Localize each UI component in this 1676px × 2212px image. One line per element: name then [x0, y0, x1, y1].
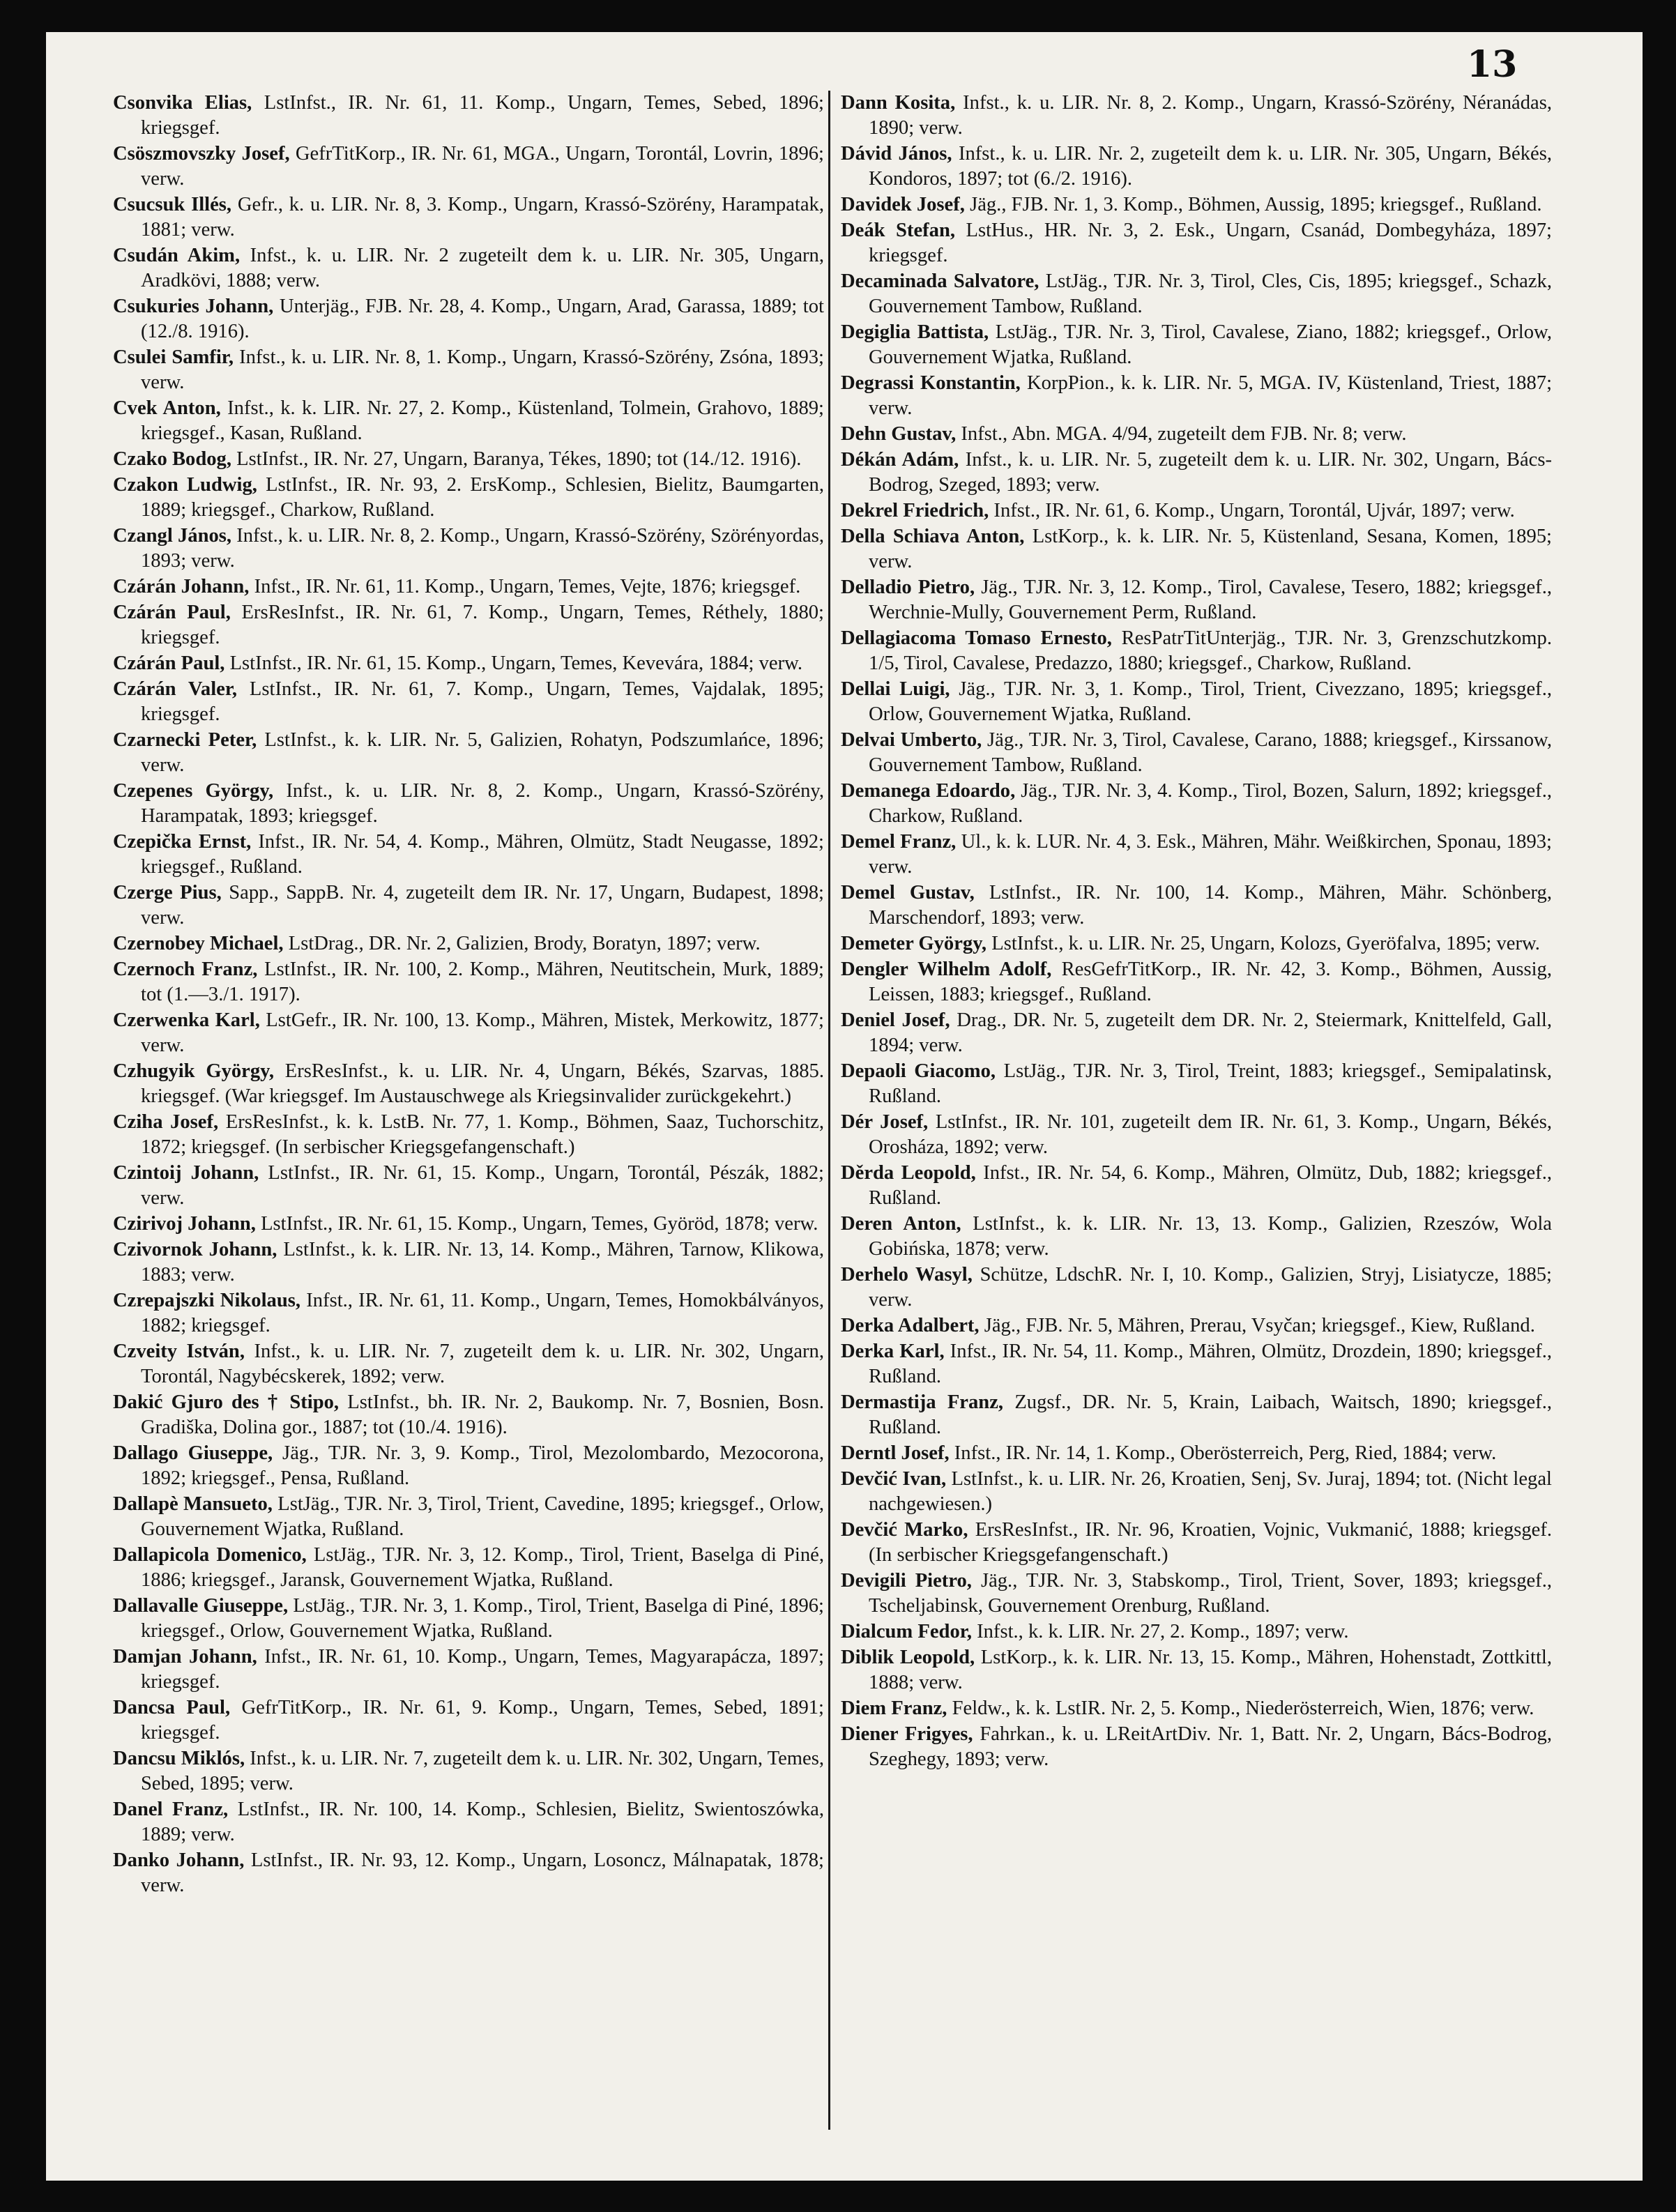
- entry-name: Danel Franz,: [113, 1799, 229, 1820]
- entry-name: Děrda Leopold,: [841, 1162, 976, 1184]
- register-entry: [113, 1110, 824, 1160]
- register-entry: [113, 192, 824, 243]
- entry-name: Davidek Josef,: [841, 194, 965, 215]
- entry-name: Deák Stefan,: [841, 220, 955, 241]
- register-entry: [841, 192, 1552, 218]
- entry-details: LstKorp., k. k. LIR. Nr. 5, Küstenland, Sesana, Komen, 1895; verw.: [869, 526, 1552, 572]
- entry-details: LstGefr., IR. Nr. 100, 13. Komp., Mähren, Mistek, Merkowitz, 1877; verw.: [141, 1009, 824, 1056]
- page-number: 13: [1467, 43, 1518, 86]
- register-entry: [113, 1059, 824, 1109]
- entry-name: Dermastija Franz,: [841, 1391, 1004, 1413]
- entry-name: Depaoli Giacomo,: [841, 1060, 996, 1082]
- entry-name: Czveity István,: [113, 1341, 245, 1362]
- register-entry: [841, 728, 1552, 778]
- entry-name: Della Schiava Anton,: [841, 526, 1025, 547]
- entry-name: Csudán Akim,: [113, 245, 241, 266]
- entry-name: Delvai Umberto,: [841, 729, 982, 751]
- register-entry: [113, 91, 824, 141]
- register-entry: [113, 473, 824, 523]
- register-entry: [841, 1161, 1552, 1211]
- entry-name: Diem Franz,: [841, 1698, 947, 1719]
- entry-name: Dellagiacoma Tomaso Ernesto,: [841, 627, 1112, 649]
- entry-name: Czako Bodog,: [113, 448, 231, 470]
- register-entry: [841, 1722, 1552, 1772]
- entry-details: Jäg., TJR. Nr. 3, 1. Komp., Tirol, Trient, Civezzano, 1895; kriegsgef., Orlow, Gouvernement Wjatka, Rußland.: [869, 678, 1552, 725]
- entry-name: Dallapè Mansueto,: [113, 1493, 273, 1515]
- entry-name: Devčić Ivan,: [841, 1468, 947, 1490]
- register-entry: [113, 1008, 824, 1058]
- entry-details: Jäg., FJB. Nr. 1, 3. Komp., Böhmen, Aussig, 1895; kriegsgef., Rußland.: [964, 194, 1542, 215]
- entry-name: Dallapicola Domenico,: [113, 1544, 307, 1566]
- register-entry: [841, 1059, 1552, 1109]
- entry-details: LstInfst., IR. Nr. 61, 7. Komp., Ungarn, Temes, Vajdalak, 1895; kriegsgef.: [141, 678, 824, 725]
- entry-name: Czivornok Johann,: [113, 1239, 277, 1260]
- entry-name: Damjan Johann,: [113, 1646, 257, 1668]
- register-entry: [841, 371, 1552, 421]
- entry-name: Czernoch Franz,: [113, 959, 258, 980]
- entry-details: LstInfst., IR. Nr. 101, zugeteilt dem IR. Nr. 61, 3. Komp., Ungarn, Békés, Orosháza, 1892; verw.: [869, 1111, 1552, 1158]
- entry-name: Diblik Leopold,: [841, 1647, 975, 1668]
- register-entry: [841, 1467, 1552, 1517]
- entry-name: Czárán Paul,: [113, 653, 225, 674]
- entry-name: Csulei Samfir,: [113, 346, 234, 368]
- entry-name: Czepička Ernst,: [113, 831, 252, 853]
- register-entry: [841, 1569, 1552, 1619]
- entry-details: LstInfst., IR. Nr. 93, 2. ErsKomp., Schlesien, Bielitz, Baumgarten, 1889; kriegsgef., Charkow, Rußland.: [141, 474, 824, 521]
- entry-name: Czárán Paul,: [113, 602, 231, 623]
- register-entry: [113, 142, 824, 192]
- entry-details: GefrTitKorp., IR. Nr. 61, MGA., Ungarn, Torontál, Lovrin, 1896; verw.: [141, 143, 824, 190]
- entry-details: LstJäg., TJR. Nr. 3, Tirol, Cavalese, Ziano, 1882; kriegsgef., Orlow, Gouvernement Wjatka, Rußland.: [869, 321, 1552, 368]
- entry-details: Feldw., k. k. LstIR. Nr. 2, 5. Komp., Niederösterreich, Wien, 1876; verw.: [947, 1698, 1534, 1719]
- entry-name: Czhugyik György,: [113, 1060, 275, 1082]
- entry-details: Infst., IR. Nr. 61, 6. Komp., Ungarn, Torontál, Ujvár, 1897; verw.: [989, 500, 1515, 521]
- entry-name: Dancsu Miklós,: [113, 1748, 245, 1769]
- register-entry: [113, 1492, 824, 1542]
- entry-details: ResGefrTitKorp., IR. Nr. 42, 3. Komp., Böhmen, Aussig, Leissen, 1883; kriegsgef., Rußland.: [869, 959, 1552, 1005]
- register-entry: [841, 779, 1552, 829]
- entry-name: Deniel Josef,: [841, 1009, 950, 1031]
- register-entry: [841, 1390, 1552, 1440]
- entry-details: LstKorp., k. k. LIR. Nr. 13, 15. Komp., Mähren, Hohenstadt, Zottkittl, 1888; verw.: [869, 1647, 1552, 1693]
- register-entry: [841, 1441, 1552, 1466]
- register-entry: [113, 1797, 824, 1847]
- register-entry: [841, 575, 1552, 625]
- register-entry: [113, 600, 824, 650]
- entry-details: Jäg., FJB. Nr. 5, Mähren, Prerau, Vsyčan; kriegsgef., Kiew, Rußland.: [979, 1315, 1535, 1336]
- entry-details: Drag., DR. Nr. 5, zugeteilt dem DR. Nr. 2, Steiermark, Knittelfeld, Gall, 1894; verw.: [869, 1009, 1552, 1056]
- entry-name: Dehn Gustav,: [841, 423, 957, 445]
- entry-name: Dér Josef,: [841, 1111, 929, 1133]
- entry-name: Czangl János,: [113, 525, 232, 547]
- register-entry: [841, 1263, 1552, 1313]
- entry-name: Dekrel Friedrich,: [841, 500, 989, 521]
- register-entry: [113, 294, 824, 344]
- entry-name: Czerwenka Karl,: [113, 1009, 260, 1031]
- entry-details: Schütze, LdschR. Nr. I, 10. Komp., Galizien, Stryj, Lisiatycze, 1885; verw.: [869, 1264, 1552, 1311]
- entry-name: Derka Adalbert,: [841, 1315, 980, 1336]
- entry-details: Infst., IR. Nr. 61, 11. Komp., Ungarn, Temes, Homokbálványos, 1882; kriegsgef.: [141, 1290, 824, 1336]
- entry-name: Danko Johann,: [113, 1849, 245, 1871]
- entry-name: Dann Kosita,: [841, 92, 956, 114]
- entry-details: LstJäg., TJR. Nr. 3, Tirol, Cles, Cis, 1895; kriegsgef., Schazk, Gouvernement Tambow, Rußland.: [869, 270, 1552, 317]
- register-entry: [113, 574, 824, 600]
- entry-name: Dávid János,: [841, 143, 952, 165]
- entry-details: Jäg., TJR. Nr. 3, Stabskomp., Tirol, Trient, Sover, 1893; kriegsgef., Tscheljabinsk, Gouvernement Orenburg, Rußland.: [869, 1570, 1552, 1617]
- entry-details: Infst., IR. Nr. 54, 4. Komp., Mähren, Olmütz, Stadt Neugasse, 1892; kriegsgef., Rußland.: [141, 831, 824, 878]
- left-column: [113, 91, 824, 2126]
- entry-name: Cvek Anton,: [113, 397, 221, 419]
- entry-details: Infst., k. u. LIR. Nr. 2 zugeteilt dem k. u. LIR. Nr. 305, Ungarn, Aradkövi, 1888; verw.: [141, 245, 824, 291]
- entry-details: ErsResInfst., IR. Nr. 61, 7. Komp., Ungarn, Temes, Réthely, 1880; kriegsgef.: [141, 602, 824, 648]
- register-entry: [113, 1441, 824, 1491]
- entry-details: LstJäg., TJR. Nr. 3, 1. Komp., Tirol, Trient, Baselga di Piné, 1896; kriegsgef., Orlow, Gouvernement Wjatka, Rußland.: [141, 1595, 824, 1642]
- register-entry: [113, 345, 824, 395]
- entry-details: LstHus., HR. Nr. 3, 2. Esk., Ungarn, Csanád, Dombegyháza, 1897; kriegsgef.: [869, 220, 1552, 266]
- register-entry: [113, 524, 824, 574]
- entry-name: Demanega Edoardo,: [841, 780, 1016, 802]
- entry-details: LstInfst., IR. Nr. 61, 15. Komp., Ungarn, Temes, Kevevára, 1884; verw.: [224, 653, 803, 674]
- entry-details: Infst., IR. Nr. 61, 11. Komp., Ungarn, Temes, Vejte, 1876; kriegsgef.: [249, 576, 801, 597]
- entry-name: Delladio Pietro,: [841, 577, 975, 598]
- register-entry: [113, 243, 824, 293]
- register-entry: [113, 1161, 824, 1211]
- register-entry: [841, 931, 1552, 956]
- register-entry: [841, 880, 1552, 931]
- register-entry: [113, 1848, 824, 1898]
- register-entry: [113, 1594, 824, 1644]
- entry-details: LstDrag., DR. Nr. 2, Galizien, Brody, Boratyn, 1897; verw.: [283, 933, 761, 954]
- entry-details: LstInfst., IR. Nr. 93, 12. Komp., Ungarn, Losoncz, Málnapatak, 1878; verw.: [141, 1849, 824, 1896]
- register-entry: [113, 677, 824, 727]
- entry-details: ErsResInfst., IR. Nr. 96, Kroatien, Vojnic, Vukmanić, 1888; kriegsgef. (In serbischer Kriegsgefangenschaft.): [869, 1519, 1552, 1566]
- entry-name: Dallavalle Giuseppe,: [113, 1595, 289, 1617]
- entry-name: Czirivoj Johann,: [113, 1213, 256, 1235]
- register-entry: [113, 1645, 824, 1695]
- register-entry: [841, 677, 1552, 727]
- entry-details: LstInfst., bh. IR. Nr. 2, Baukomp. Nr. 7, Bosnien, Bosn. Gradiška, Dolina gor., 1887; tot (10./4. 1916).: [141, 1391, 824, 1438]
- entry-name: Cziha Josef,: [113, 1111, 219, 1133]
- register-entry: [841, 91, 1552, 141]
- register-entry: [113, 1339, 824, 1389]
- entry-name: Csöszmovszky Josef,: [113, 143, 290, 165]
- entry-details: Gefr., k. u. LIR. Nr. 8, 3. Komp., Ungarn, Krassó-Szörény, Harampatak, 1881; verw.: [141, 194, 824, 241]
- register-entry: [113, 1746, 824, 1797]
- entry-details: Sapp., SappB. Nr. 4, zugeteilt dem IR. Nr. 17, Ungarn, Budapest, 1898; verw.: [141, 882, 824, 929]
- entry-details: LstInfst., IR. Nr. 100, 2. Komp., Mähren, Neutitschein, Murk, 1889; tot (1.—3./1. 1917).: [141, 959, 824, 1005]
- entry-name: Czárán Johann,: [113, 576, 250, 597]
- entry-name: Czarnecki Peter,: [113, 729, 257, 751]
- entry-name: Dancsa Paul,: [113, 1697, 231, 1718]
- entry-name: Dakić Gjuro des † Stipo,: [113, 1391, 340, 1413]
- entry-name: Csonvika Elias,: [113, 92, 252, 114]
- entry-details: Infst., k. u. LIR. Nr. 7, zugeteilt dem k. u. LIR. Nr. 302, Ungarn, Torontál, Nagybécskerek, 1892; verw.: [141, 1341, 824, 1387]
- register-entry: [113, 1695, 824, 1746]
- entry-details: Infst., IR. Nr. 54, 11. Komp., Mähren, Olmütz, Drozdein, 1890; kriegsgef., Rußland.: [869, 1341, 1552, 1387]
- entry-details: Infst., k. k. LIR. Nr. 27, 2. Komp., Küstenland, Tolmein, Grahovo, 1889; kriegsgef., Kasan, Rußland.: [141, 397, 824, 444]
- entry-details: LstInfst., IR. Nr. 61, 15. Komp., Ungarn, Torontál, Pészák, 1882; verw.: [141, 1162, 824, 1209]
- entry-name: Dallago Giuseppe,: [113, 1442, 273, 1464]
- entry-details: Fahrkan., k. u. LReitArtDiv. Nr. 1, Batt. Nr. 2, Ungarn, Bács-Bodrog, Szeghegy, 1893; verw.: [869, 1723, 1552, 1770]
- entry-details: Infst., k. u. LIR. Nr. 2, zugeteilt dem k. u. LIR. Nr. 305, Ungarn, Békés, Kondoros, 1897; tot (6./2. 1916).: [869, 143, 1552, 190]
- entry-details: LstInfst., k. k. LIR. Nr. 13, 14. Komp., Mähren, Tarnow, Klikowa, 1883; verw.: [141, 1239, 824, 1286]
- entry-details: ErsResInfst., k. k. LstB. Nr. 77, 1. Komp., Böhmen, Saaz, Tuchorschitz, 1872; kriegsgef. (In serbischer Kriegsgefangenschaft.): [141, 1111, 824, 1158]
- register-entry: [113, 931, 824, 956]
- entry-name: Czrepajszki Nikolaus,: [113, 1290, 301, 1311]
- register-entry: [841, 320, 1552, 370]
- register-entry: [841, 830, 1552, 880]
- register-entry: [113, 957, 824, 1007]
- entry-name: Devčić Marko,: [841, 1519, 968, 1541]
- entry-details: Infst., k. u. LIR. Nr. 8, 2. Komp., Ungarn, Krassó-Szörény, Néranádas, 1890; verw.: [869, 92, 1552, 139]
- register-entry: [113, 1543, 824, 1593]
- register-entry: [841, 1518, 1552, 1568]
- register-entry: [113, 1390, 824, 1440]
- entry-name: Derntl Josef,: [841, 1442, 950, 1464]
- register-entry: [841, 218, 1552, 268]
- register-entry: [841, 1339, 1552, 1389]
- register-entry: [841, 142, 1552, 192]
- register-entry: [113, 651, 824, 676]
- entry-details: LstJäg., TJR. Nr. 3, 12. Komp., Tirol, Trient, Baselga di Piné, 1886; kriegsgef., Jaransk, Gouvernement Wjatka, Rußland.: [141, 1544, 824, 1591]
- entry-details: LstInfst., k. u. LIR. Nr. 25, Ungarn, Kolozs, Gyeröfalva, 1895; verw.: [986, 933, 1540, 954]
- entry-name: Demel Franz,: [841, 831, 957, 853]
- entry-details: Infst., IR. Nr. 61, 10. Komp., Ungarn, Temes, Magyarapácza, 1897; kriegsgef.: [141, 1646, 824, 1693]
- register-entry: [113, 447, 824, 472]
- entry-name: Czernobey Michael,: [113, 933, 284, 954]
- register-entry: [841, 524, 1552, 574]
- entry-details: Infst., IR. Nr. 54, 6. Komp., Mähren, Olmütz, Dub, 1882; kriegsgef., Rußland.: [869, 1162, 1552, 1209]
- entry-details: LstInfst., IR. Nr. 61, 15. Komp., Ungarn, Temes, Györöd, 1878; verw.: [255, 1213, 818, 1235]
- register-entry: [113, 1237, 824, 1288]
- entry-details: Infst., Abn. MGA. 4/94, zugeteilt dem FJB. Nr. 8; verw.: [956, 423, 1407, 445]
- entry-details: Infst., k. u. LIR. Nr. 7, zugeteilt dem k. u. LIR. Nr. 302, Ungarn, Temes, Sebed, 1895; verw.: [141, 1748, 824, 1794]
- entry-name: Dengler Wilhelm Adolf,: [841, 959, 1052, 980]
- entry-details: LstInfst., k. k. LIR. Nr. 13, 13. Komp., Galizien, Rzeszów, Wola Gobińska, 1878; verw.: [869, 1213, 1552, 1260]
- register-entry: [113, 396, 824, 446]
- entry-details: LstInfst., k. k. LIR. Nr. 5, Galizien, Rohatyn, Podszumlańce, 1896; verw.: [141, 729, 824, 776]
- entry-name: Czintoij Johann,: [113, 1162, 259, 1184]
- right-column: [841, 91, 1552, 2126]
- register-entry: [841, 1008, 1552, 1058]
- register-entry: [841, 269, 1552, 319]
- entry-name: Czakon Ludwig,: [113, 474, 257, 496]
- entry-details: KorpPion., k. k. LIR. Nr. 5, MGA. IV, Küstenland, Triest, 1887; verw.: [869, 372, 1552, 419]
- entry-details: ErsResInfst., k. u. LIR. Nr. 4, Ungarn, Békés, Szarvas, 1885. kriegsgef. (War kriegsgef. Im Austauschwege als Kriegsinvalider zurückgekehrt.): [141, 1060, 824, 1107]
- entry-name: Derhelo Wasyl,: [841, 1264, 973, 1286]
- register-entry: [841, 1212, 1552, 1262]
- entry-name: Devigili Pietro,: [841, 1570, 972, 1592]
- entry-name: Dialcum Fedor,: [841, 1621, 972, 1642]
- register-entry: [841, 1619, 1552, 1645]
- entry-details: Jäg., TJR. Nr. 3, Tirol, Cavalese, Carano, 1888; kriegsgef., Kirssanow, Gouvernement Tambow, Rußland.: [869, 729, 1552, 776]
- entry-details: LstInfst., IR. Nr. 61, 11. Komp., Ungarn, Temes, Sebed, 1896; kriegsgef.: [141, 92, 824, 139]
- entry-details: ResPatrTitUnterjäg., TJR. Nr. 3, Grenzschutzkomp. 1/5, Tirol, Cavalese, Predazzo, 1880; kriegsgef., Charkow, Rußland.: [869, 627, 1552, 674]
- register-entry: [113, 1288, 824, 1338]
- entry-details: LstJäg., TJR. Nr. 3, Tirol, Treint, 1883; kriegsgef., Semipalatinsk, Rußland.: [869, 1060, 1552, 1107]
- register-entry: [841, 957, 1552, 1007]
- entry-name: Demel Gustav,: [841, 882, 975, 903]
- entry-name: Degrassi Konstantin,: [841, 372, 1021, 394]
- register-entry: [113, 1212, 824, 1237]
- entry-name: Dékán Adám,: [841, 449, 959, 471]
- register-entry: [841, 498, 1552, 524]
- entry-name: Csucsuk Illés,: [113, 194, 232, 215]
- entry-details: LstInfst., IR. Nr. 27, Ungarn, Baranya, Tékes, 1890; tot (14./12. 1916).: [231, 448, 802, 470]
- entry-details: LstJäg., TJR. Nr. 3, Tirol, Trient, Cavedine, 1895; kriegsgef., Orlow, Gouvernement Wjatka, Rußland.: [141, 1493, 824, 1540]
- entry-details: Infst., k. u. LIR. Nr. 8, 2. Komp., Ungarn, Krassó-Szörény, Harampatak, 1893; kriegsgef.: [141, 780, 824, 827]
- entry-details: Jäg., TJR. Nr. 3, 9. Komp., Tirol, Mezolombardo, Mezocorona, 1892; kriegsgef., Pensa, Rußland.: [141, 1442, 824, 1489]
- register-entry: [113, 830, 824, 880]
- entry-name: Czerge Pius,: [113, 882, 222, 903]
- register-entry: [841, 1645, 1552, 1695]
- register-entry: [841, 1696, 1552, 1721]
- register-entry: [113, 779, 824, 829]
- register-entry: [841, 626, 1552, 676]
- entry-name: Csukuries Johann,: [113, 296, 274, 317]
- register-entry: [841, 1313, 1552, 1338]
- entry-details: LstInfst., k. u. LIR. Nr. 26, Kroatien, Senj, Sv. Juraj, 1894; tot. (Nicht legal nachgewiesen.): [869, 1468, 1552, 1515]
- entry-details: Unterjäg., FJB. Nr. 28, 4. Komp., Ungarn, Arad, Garassa, 1889; tot (12./8. 1916).: [141, 296, 824, 342]
- entry-name: Decaminada Salvatore,: [841, 270, 1039, 292]
- entry-details: Infst., k. u. LIR. Nr. 8, 2. Komp., Ungarn, Krassó-Szörény, Szörényordas, 1893; verw.: [141, 525, 824, 572]
- register-entry: [113, 728, 824, 778]
- entry-name: Dellai Luigi,: [841, 678, 950, 700]
- entry-name: Czepenes György,: [113, 780, 274, 802]
- entry-details: Zugsf., DR. Nr. 5, Krain, Laibach, Waitsch, 1890; kriegsgef., Rußland.: [869, 1391, 1552, 1438]
- entry-details: Jäg., TJR. Nr. 3, 4. Komp., Tirol, Bozen, Salurn, 1892; kriegsgef., Charkow, Rußland.: [869, 780, 1552, 827]
- entry-name: Diener Frigyes,: [841, 1723, 973, 1745]
- entry-name: Czárán Valer,: [113, 678, 238, 700]
- entry-name: Degiglia Battista,: [841, 321, 989, 343]
- entry-name: Derka Karl,: [841, 1341, 945, 1362]
- register-entry: [113, 880, 824, 931]
- entry-name: Demeter György,: [841, 933, 987, 954]
- entry-details: Infst., k. k. LIR. Nr. 27, 2. Komp., 1897; verw.: [971, 1621, 1349, 1642]
- entry-details: Infst., k. u. LIR. Nr. 5, zugeteilt dem k. u. LIR. Nr. 302, Ungarn, Bács-Bodrog, Szeged, 1893; verw.: [869, 449, 1552, 496]
- register-entry: [841, 1110, 1552, 1160]
- column-divider: [828, 91, 830, 2130]
- entry-details: LstInfst., IR. Nr. 100, 14. Komp., Mähren, Mähr. Schönberg, Marschendorf, 1893; verw.: [869, 882, 1552, 929]
- entry-name: Deren Anton,: [841, 1213, 961, 1235]
- entry-details: Ul., k. k. LUR. Nr. 4, 3. Esk., Mähren, Mähr. Weißkirchen, Sponau, 1893; verw.: [869, 831, 1552, 878]
- register-entry: [841, 448, 1552, 498]
- register-entry: [841, 422, 1552, 447]
- entry-details: Jäg., TJR. Nr. 3, 12. Komp., Tirol, Cavalese, Tesero, 1882; kriegsgef., Werchnie-Mully, Gouvernement Perm, Rußland.: [869, 577, 1552, 623]
- entry-details: GefrTitKorp., IR. Nr. 61, 9. Komp., Ungarn, Temes, Sebed, 1891; kriegsgef.: [141, 1697, 824, 1744]
- entry-details: LstInfst., IR. Nr. 100, 14. Komp., Schlesien, Bielitz, Swientoszówka, 1889; verw.: [141, 1799, 824, 1845]
- entry-details: Infst., k. u. LIR. Nr. 8, 1. Komp., Ungarn, Krassó-Szörény, Zsóna, 1893; verw.: [141, 346, 824, 393]
- entry-details: Infst., IR. Nr. 14, 1. Komp., Oberösterreich, Perg, Ried, 1884; verw.: [949, 1442, 1497, 1464]
